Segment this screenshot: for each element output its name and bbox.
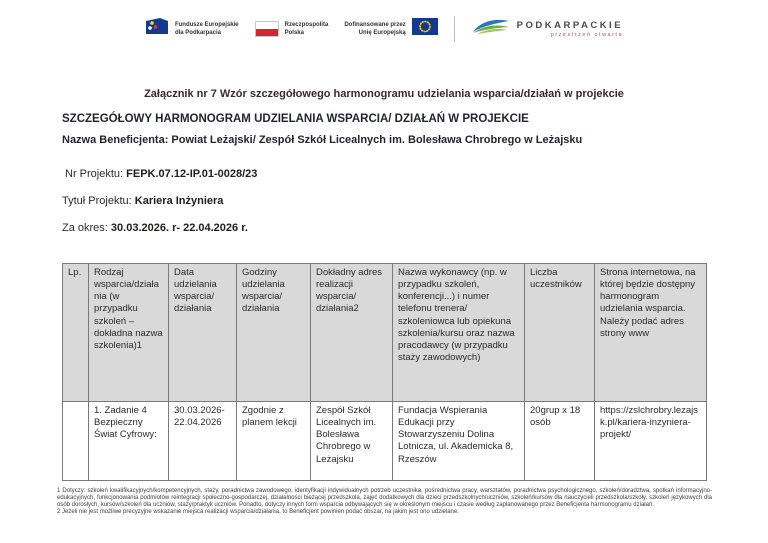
logo-poland bbox=[255, 21, 329, 37]
eu-flag-icon bbox=[412, 18, 438, 40]
table-cell-wykonawca: Fundacja Wspierania Edukacji przy Stowarzyszeniu Dolina Lotnicza, ul. Akademicka 8, Rzeszów bbox=[393, 402, 525, 481]
eu-funds-label: Fundusze Europejskie dla Podkarpacia bbox=[174, 21, 239, 36]
footnotes bbox=[57, 488, 712, 516]
table-cell-godziny: Zgodnie z planem lekcji bbox=[237, 402, 311, 481]
footnote-2: 2 Jeżeli nie jest możliwe precyzyjne wskazanie miejsca realizacji wsparcia/działania, to Beneficjent powinien podać obszar, na jakim jest ono udzielane. bbox=[57, 509, 459, 515]
table-cell-lp bbox=[63, 402, 89, 481]
table-cell-adres: Zespół Szkół Licealnych im. Bolesława Chrobrego w Leżajsku bbox=[311, 402, 393, 481]
column-header-liczba: Liczba uczestników bbox=[525, 264, 595, 402]
schedule-table bbox=[62, 263, 707, 481]
project-number-line bbox=[65, 168, 768, 180]
attachment-title: Załącznik nr 7 Wzór szczegółowego harmonogramu udzielania wsparcia/działań w projekcie bbox=[144, 88, 624, 100]
eu-funds-flag-icon bbox=[145, 18, 169, 40]
table-cell-strona: https://zslchrobry.lezajsk.pl/kariera-inzyniera-projekt/ bbox=[595, 402, 707, 481]
project-number-label: Nr Projektu: bbox=[65, 168, 124, 180]
column-header-strona: Strona internetowa, na której będzie dostępny harmonogram udzielania wsparcia. Należy podać adres strony www bbox=[595, 264, 707, 402]
column-header-rodzaj: Rodzaj wsparcia/działania (w przypadku szkoleń – dokładna nazwa szkolenia)1 bbox=[89, 264, 169, 402]
beneficiary-line: Nazwa Beneficjenta: Powiat Leżajski/ Zespół Szkół Licealnych im. Bolesława Chrobrego w Leżajsku bbox=[62, 134, 583, 146]
project-title-label: Tytuł Projektu: bbox=[62, 195, 132, 207]
poland-label: Rzeczpospolita Polska bbox=[284, 21, 329, 36]
main-title: SZCZEGÓŁOWY HARMONOGRAM UDZIELANIA WSPARCIA/ DZIAŁAŃ W PROJEKCIE bbox=[62, 113, 529, 125]
project-title-value: Kariera Inżyniera bbox=[134, 195, 224, 207]
logo-podkarpackie bbox=[471, 16, 623, 43]
column-header-adres: Dokładny adres realizacji wsparcia/ działania2 bbox=[311, 264, 393, 402]
project-number-value: FEPK.07.12-IP.01-0028/23 bbox=[126, 168, 258, 180]
period-value: 30.03.2026. r- 22.04.2026 r. bbox=[110, 222, 248, 234]
eu-cofunded-label: Dofinansowane przez Unię Europejską bbox=[344, 21, 406, 36]
logo-bar bbox=[0, 0, 768, 48]
table-cell-rodzaj: 1. Zadanie 4 Bezpieczny Świat Cyfrowy: bbox=[89, 402, 169, 481]
period-label: Za okres: bbox=[62, 222, 108, 234]
logo-eu-funds-podkarpacie bbox=[145, 18, 239, 40]
table-header-row bbox=[63, 264, 707, 402]
table-cell-data: 30.03.2026- 22.04.2026 bbox=[169, 402, 237, 481]
footnote-1: 1 Dotyczy: szkoleń kwalifikacyjnych/kompetencyjnych, staży, poradnictwa zawodowego, identyfikacji indywidualnych potrzeb uczestnika, pośrednictwa pracy, warsztatów, poradnictwa psychologicznego, szkoleń/doradztwa, spotkań informacyjno-edukacyjnych, funkcjonowania podmiotów reintegracji społeczno-gospodarczej, działalności bieżącej przedszkola, zajęć dodatkowych dla dzieci przedszkolnych/uczniów, szkoleń/kursów dla nauczycieli przedszkola/szkoły, szkoleń językowych dla osób dorosłych, kursów/szkoleń dla uczniów, staży/praktyk uczniów. Ponadto, dotyczy innych form wsparcia odbywających się w określonym miejscu i czasie według zaplanowanego przez Beneficjenta harmonogramu działań. bbox=[57, 488, 712, 508]
podkarpackie-label: PODKARPACKIE przestrzeń otwarta bbox=[516, 20, 624, 38]
logo-separator bbox=[454, 16, 455, 42]
table-row bbox=[63, 402, 707, 481]
column-header-lp: Lp. bbox=[63, 264, 89, 402]
project-title-line bbox=[62, 195, 768, 207]
logo-eu-cofunded bbox=[344, 18, 437, 40]
table-cell-liczba: 20grup x 18 osób bbox=[525, 402, 595, 481]
column-header-godziny: Godziny udzielania wsparcia/ działania bbox=[237, 264, 311, 402]
column-header-wykonawca: Nazwa wykonawcy (np. w przypadku szkoleń, konferencji...) i numer telefonu trenera/ szkoleniowca lub opiekuna szkolenia/kursu oraz nazwa pracodawcy (w przypadku staży zawodowych) bbox=[393, 264, 525, 402]
period-line bbox=[62, 222, 768, 234]
podkarpackie-swoosh-icon bbox=[471, 16, 511, 43]
poland-flag-icon bbox=[255, 21, 279, 37]
column-header-data: Data udzielania wsparcia/ działania bbox=[169, 264, 237, 402]
